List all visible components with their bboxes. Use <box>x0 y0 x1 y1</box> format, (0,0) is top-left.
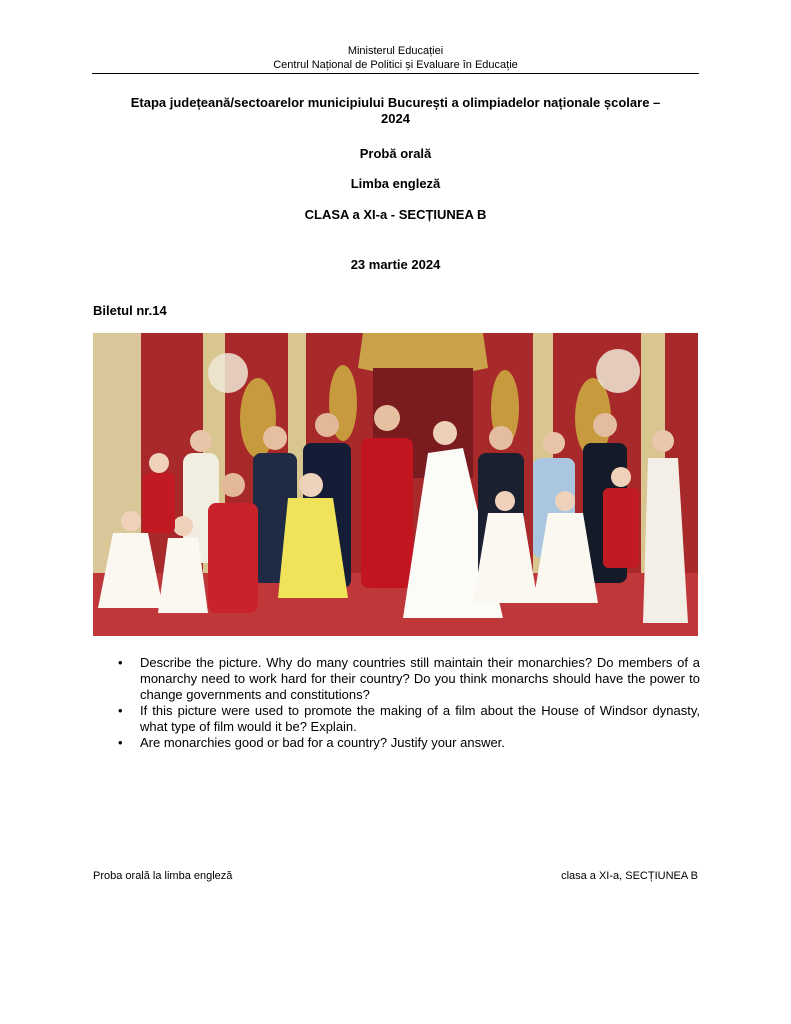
exam-type: Probă orală <box>359 146 432 161</box>
exam-title-line1: Etapa județeană/sectoarelor municipiului București a olimpiadelor naționale școlare – <box>130 95 661 110</box>
task-list <box>118 655 700 751</box>
exam-title-line2: 2024 <box>381 111 410 126</box>
document-header <box>92 44 699 74</box>
ministry-name: Ministerul Educației <box>347 45 444 57</box>
task-item-3: • Are monarchies good or bad for a country? Justify your answer. <box>118 735 700 751</box>
footer-exam-label: Proba orală la limba engleză <box>93 870 233 882</box>
exam-title <box>92 95 699 127</box>
ticket-number: Biletul nr.14 <box>93 303 167 318</box>
footer-class-label: clasa a XI-a, SECȚIUNEA B <box>561 870 698 882</box>
task-item-1: • Describe the picture. Why do many countries still maintain their monarchies? Do members of a monarchy need to work hard for their country? Do you think monarchs should have the power to change governments and constitutions? <box>118 655 700 703</box>
exam-date: 23 martie 2024 <box>350 257 441 272</box>
task-item-2: • If this picture were used to promote the making of a film about the House of Windsor dynasty, what type of film would it be? Explain. <box>118 703 700 735</box>
exam-class: CLASA a XI-a - SECȚIUNEA B <box>304 207 487 222</box>
center-name: Centrul Național de Politici și Evaluare în Educație <box>273 59 518 71</box>
royal-family-photo <box>93 333 698 636</box>
exam-subject: Limba engleză <box>350 176 441 191</box>
